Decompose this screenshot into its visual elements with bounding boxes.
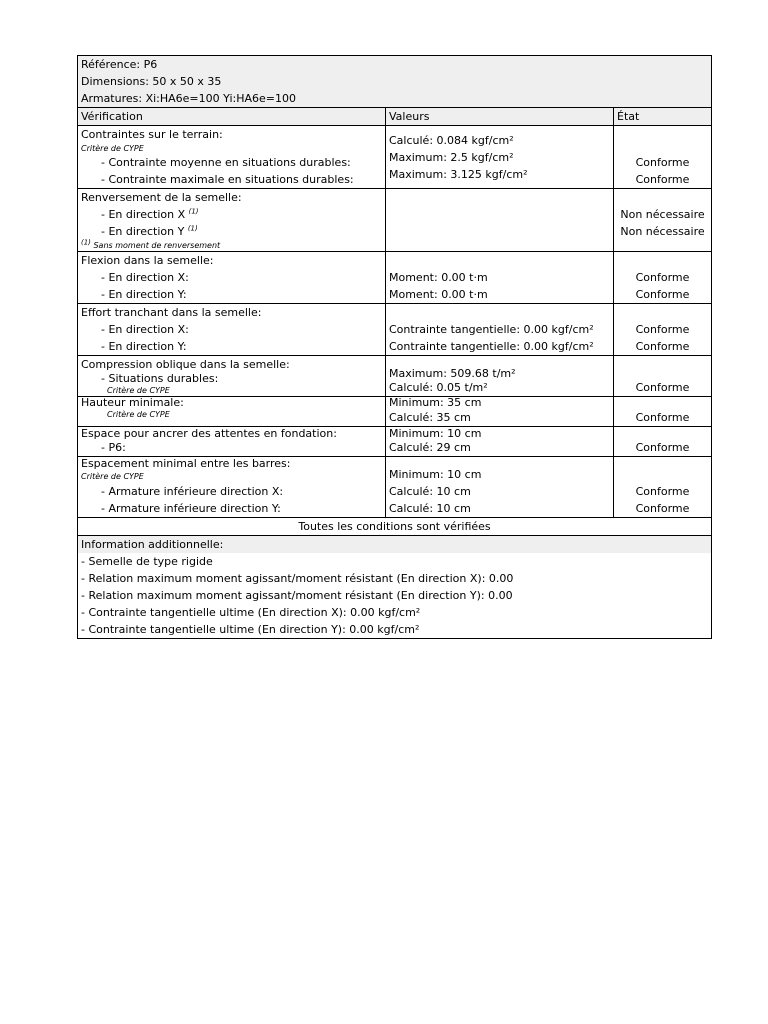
group-compression-oblique <box>78 356 712 397</box>
info-item: - Relation maximum moment agissant/moment résistant (En direction X): 0.00 <box>81 572 514 585</box>
group-hauteur-minimale <box>78 397 712 427</box>
info-title: Information additionnelle: <box>81 538 224 551</box>
row-label: - En direction Y: <box>101 340 187 353</box>
criterion-note: Critère de CYPE <box>81 144 144 153</box>
info-item: - Contrainte tangentielle ultime (En direction X): 0.00 kgf/cm² <box>81 606 421 619</box>
group-effort-tranchant <box>78 304 712 356</box>
value-calcule: Calculé: 0.084 kgf/cm² <box>389 134 514 147</box>
row-value: Maximum: 2.5 kgf/cm² <box>389 151 514 164</box>
row-value: Moment: 0.00 t·m <box>389 288 488 301</box>
col-etat: État <box>614 108 712 126</box>
criterion-note: Critère de CYPE <box>107 386 170 395</box>
status: Conforme <box>635 441 690 454</box>
group-title: Contraintes sur le terrain: <box>81 128 223 141</box>
row-value: Maximum: 3.125 kgf/cm² <box>389 168 528 181</box>
row-value: Calculé: 10 cm <box>389 502 471 515</box>
row-label: - En direction Y: <box>101 288 187 301</box>
status: Non nécessaire <box>620 208 705 221</box>
armatures: Armatures: Xi:HA6e=100 Yi:HA6e=100 <box>81 92 297 105</box>
group-title: Renversement de la semelle: <box>81 191 242 204</box>
group-contraintes <box>78 126 712 189</box>
value-minimum: Minimum: 35 cm <box>389 396 482 409</box>
group-title: Compression oblique dans la semelle: <box>81 358 290 371</box>
status: Conforme <box>635 502 690 515</box>
status: Conforme <box>635 485 690 498</box>
reference: Référence: P6 <box>81 58 158 71</box>
status: Conforme <box>635 411 690 424</box>
value-minimum: Minimum: 10 cm <box>389 427 482 440</box>
status: Conforme <box>635 340 690 353</box>
footnote-ref: (1) <box>187 224 198 233</box>
row-value: Contrainte tangentielle: 0.00 kgf/cm² <box>389 323 594 336</box>
row-value: Moment: 0.00 t·m <box>389 271 488 284</box>
value-maximum: Maximum: 509.68 t/m² <box>389 367 516 380</box>
verification-report <box>77 55 711 639</box>
status: Conforme <box>635 271 690 284</box>
status: Conforme <box>635 288 690 301</box>
value-calcule: Calculé: 29 cm <box>389 441 471 454</box>
row-label: - En direction X: <box>101 323 189 336</box>
summary: Toutes les conditions sont vérifiées <box>78 518 712 536</box>
group-title: Espacement minimal entre les barres: <box>81 457 291 470</box>
group-title: Flexion dans la semelle: <box>81 254 214 267</box>
status: Conforme <box>635 323 690 336</box>
group-flexion <box>78 252 712 304</box>
status: Conforme <box>635 156 690 169</box>
footnote-ref: (1) <box>188 207 199 216</box>
footnote-mark: (1) <box>81 238 91 247</box>
group-title: Hauteur minimale: <box>81 396 184 409</box>
criterion-note: Critère de CYPE <box>81 472 144 481</box>
group-title: Espace pour ancrer des attentes en fondation: <box>81 427 337 440</box>
group-renversement <box>78 189 712 252</box>
info-item: - Relation maximum moment agissant/moment résistant (En direction Y): 0.00 <box>81 589 513 602</box>
value-calcule: Calculé: 0.05 t/m² <box>389 381 488 394</box>
col-verification: Vérification <box>78 108 386 126</box>
row-label: - En direction X <box>101 208 186 221</box>
row-label: - Situations durables: <box>101 372 219 385</box>
row-label: - En direction Y <box>101 225 185 238</box>
row-label: - Armature inférieure direction Y: <box>101 502 281 515</box>
status: Conforme <box>635 381 690 394</box>
status: Non nécessaire <box>620 225 705 238</box>
row-label: - En direction X: <box>101 271 189 284</box>
row-label: - Contrainte moyenne en situations durables: <box>101 156 351 169</box>
value-calcule: Calculé: 35 cm <box>389 411 471 424</box>
info-item: - Semelle de type rigide <box>81 555 213 568</box>
status: Conforme <box>635 173 690 186</box>
verification-table <box>77 55 712 639</box>
group-espace-ancrage <box>78 427 712 457</box>
row-value: Calculé: 10 cm <box>389 485 471 498</box>
row-label: - P6: <box>101 441 126 454</box>
row-label: - Contrainte maximale en situations durables: <box>101 173 354 186</box>
group-title: Effort tranchant dans la semelle: <box>81 306 262 319</box>
col-valeurs: Valeurs <box>386 108 614 126</box>
info-item: - Contrainte tangentielle ultime (En direction Y): 0.00 kgf/cm² <box>81 623 420 636</box>
group-espacement-minimal <box>78 457 712 518</box>
row-label: - Armature inférieure direction X: <box>101 485 284 498</box>
column-header-row <box>78 108 712 126</box>
dimensions: Dimensions: 50 x 50 x 35 <box>81 75 222 88</box>
criterion-note: Critère de CYPE <box>107 410 170 419</box>
value-minimum: Minimum: 10 cm <box>389 468 482 481</box>
footnote-text: Sans moment de renversement <box>93 241 221 250</box>
row-value: Contrainte tangentielle: 0.00 kgf/cm² <box>389 340 594 353</box>
